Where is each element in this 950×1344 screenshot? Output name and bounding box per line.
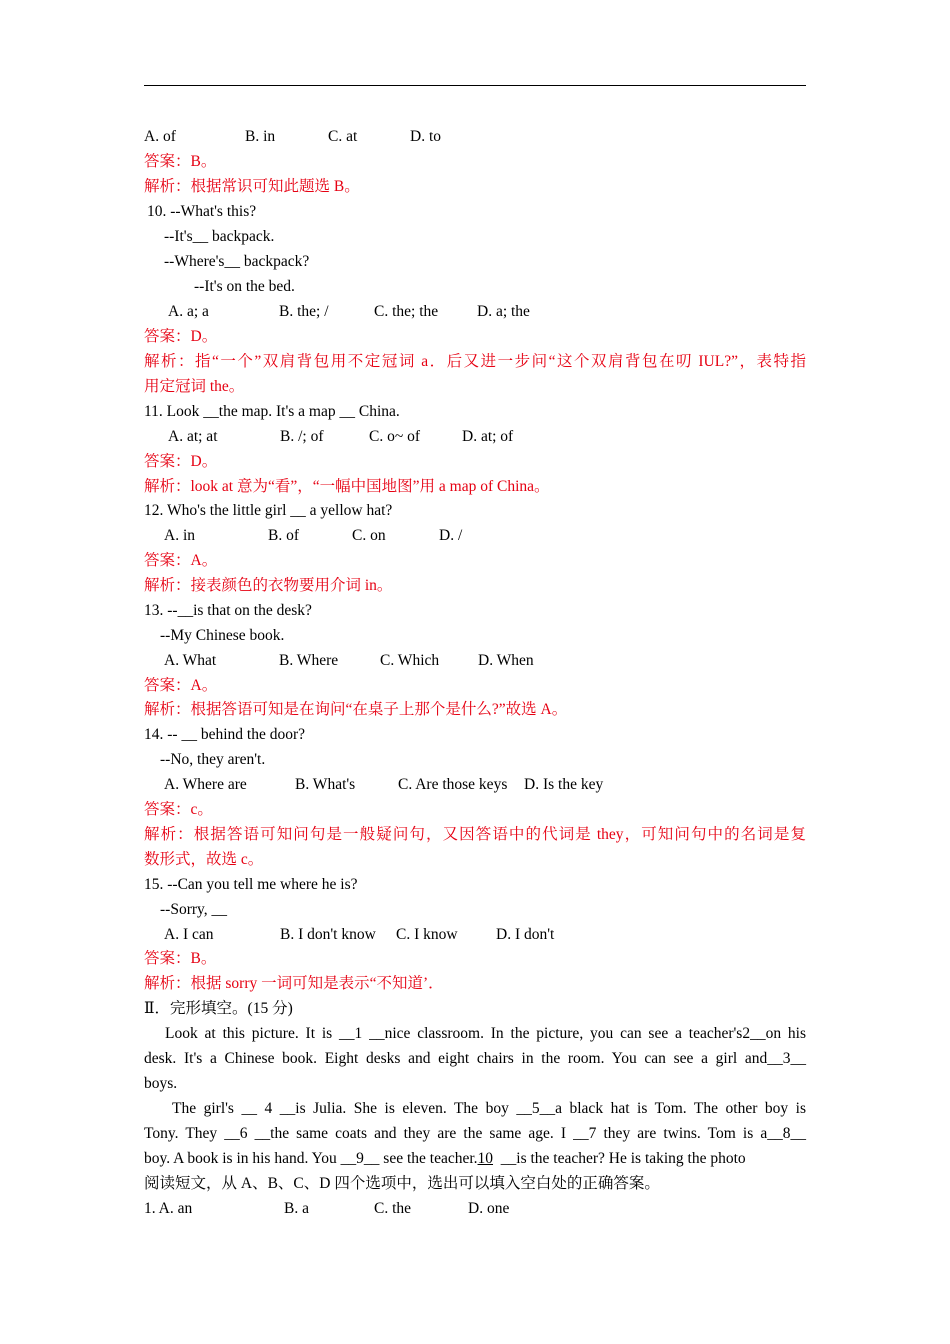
q10-line-2: --It's__ backpack. [164, 228, 275, 245]
cloze-q1-options [144, 1196, 806, 1221]
q13-stem: 13. --__is that on the desk? [144, 602, 312, 619]
q14-option-c: C. Are those keys [398, 776, 508, 793]
q9-option-d: D. to [410, 128, 441, 145]
q10-options [144, 299, 806, 324]
q15-stem: 15. --Can you tell me where he is? [144, 876, 358, 893]
q15-analysis: 解析：根据 sorry 一词可知是表示“不知道’． [144, 975, 444, 992]
q9-option-c: C. at [328, 128, 358, 145]
q11-option-a: A. at; at [168, 428, 218, 445]
passage-p2-line-2: Tony. They __6 __the same coats and they are the same age. I __7 they are twins. Tom is a__8__ [144, 1125, 806, 1142]
section-2-heading: Ⅱ．完形填空。(15 分) [144, 1000, 293, 1017]
passage-p2-line-3-start: boy. A book is in his hand. You __9__ see the teacher. [144, 1150, 478, 1167]
q14-analysis-line-2: 数形式，故选 c。 [144, 851, 264, 868]
cloze-instructions: 阅读短文，从 A、B、C、D 四个选项中，选出可以填入空白处的正确答案。 [144, 1175, 660, 1192]
passage-p2-line-3-end: __is the teacher? He is taking the photo [493, 1150, 746, 1167]
passage-p2-line-1: The girl's __ 4 __is Julia. She is eleven. The boy __5__a black hat is Tom. The other boy is [172, 1100, 806, 1117]
q14-line-2: --No, they aren't. [160, 751, 266, 768]
q12-option-c: C. on [352, 527, 386, 544]
q11-analysis: 解析：look at 意为“看”，“一幅中国地图”用 a map of China。 [144, 478, 550, 495]
q10-option-c: C. the; the [374, 303, 439, 320]
q12-analysis: 解析：接表颜色的衣物要用介词 in。 [144, 577, 393, 594]
q10-option-a: A. a; a [168, 303, 209, 320]
passage-p1-line-3: boys. [144, 1075, 178, 1092]
q10-option-d: D. a; the [477, 303, 530, 320]
q10-answer: 答案：D。 [144, 328, 218, 345]
q14-option-a: A. Where are [164, 776, 247, 793]
q15-option-d: D. I don't [496, 926, 555, 943]
q12-option-b: B. of [268, 527, 299, 544]
q14-option-d: D. Is the key [524, 776, 604, 793]
q13-option-d: D. When [478, 652, 534, 669]
q15-option-c: C. I know [396, 926, 458, 943]
q10-analysis-line-2: 用定冠词 the。 [144, 378, 245, 395]
q14-answer: 答案：c。 [144, 801, 213, 818]
cloze-q1-option-c: C. the [374, 1200, 412, 1217]
q10-stem: 10. --What's this? [147, 203, 257, 220]
q12-option-a: A. in [164, 527, 195, 544]
q15-option-a: A. I can [164, 926, 214, 943]
q11-option-c: C. o~ of [369, 428, 421, 445]
q9-analysis: 解析：根据常识可知此题选 B。 [144, 178, 360, 195]
q13-line-2: --My Chinese book. [160, 627, 285, 644]
passage-p1-line-1: Look at this picture. It is __1 __nice classroom. In the picture, you can see a teacher's2__on his [165, 1025, 806, 1042]
q12-options [144, 523, 806, 548]
q14-options [144, 772, 806, 797]
q12-option-d: D. / [439, 527, 463, 544]
blank-10-number: 10 [477, 1150, 494, 1167]
passage-p1-line-2: desk. It's a Chinese book. Eight desks and eight chairs in the room. You can see a girl and__3__ [144, 1050, 806, 1067]
q10-line-4: --It's on the bed. [194, 278, 295, 295]
q10-option-b: B. the; / [279, 303, 329, 320]
q11-answer: 答案：D。 [144, 453, 218, 470]
q9-option-a: A. of [144, 128, 176, 145]
q10-analysis-line-1: 解析：指“一个”双肩背包用不定冠词 a．后又进一步问“这个双肩背包在叨 IUL?”，表特指 [144, 353, 806, 370]
q14-option-b: B. What's [295, 776, 356, 793]
q11-stem: 11. Look __the map. It's a map __ China. [144, 403, 400, 420]
q15-options [144, 922, 806, 947]
q14-stem: 14. -- __ behind the door? [144, 726, 305, 743]
q15-answer: 答案：B。 [144, 950, 217, 967]
q10-line-3: --Where's__ backpack? [164, 253, 310, 270]
cloze-q1-option-b: B. a [284, 1200, 309, 1217]
q14-analysis-line-1: 解析：根据答语可知问句是一般疑问句，又因答语中的代词是 they，可知问句中的名词是复 [144, 826, 806, 843]
header-rule [144, 85, 806, 86]
cloze-q1-option-d: D. one [468, 1200, 510, 1217]
q13-option-a: A. What [164, 652, 217, 669]
q9-options [144, 124, 806, 149]
q13-option-c: C. Which [380, 652, 440, 669]
q13-options [144, 648, 806, 673]
q12-stem: 12. Who's the little girl __ a yellow hat? [144, 502, 393, 519]
q15-option-b: B. I don't know [280, 926, 376, 943]
q9-answer: 答案：B。 [144, 153, 217, 170]
q13-analysis: 解析：根据答语可知是在询问“在桌子上那个是什么?”故选 A。 [144, 701, 568, 718]
q12-answer: 答案：A。 [144, 552, 218, 569]
passage-p2-line-3 [144, 1146, 806, 1171]
q11-options [144, 424, 806, 449]
q13-answer: 答案：A。 [144, 677, 218, 694]
cloze-q1-option-a: 1. A. an [144, 1200, 193, 1217]
q9-option-b: B. in [245, 128, 276, 145]
q11-option-d: D. at; of [462, 428, 514, 445]
q15-line-2: --Sorry, __ [160, 901, 228, 918]
q11-option-b: B. /; of [280, 428, 324, 445]
q13-option-b: B. Where [279, 652, 339, 669]
